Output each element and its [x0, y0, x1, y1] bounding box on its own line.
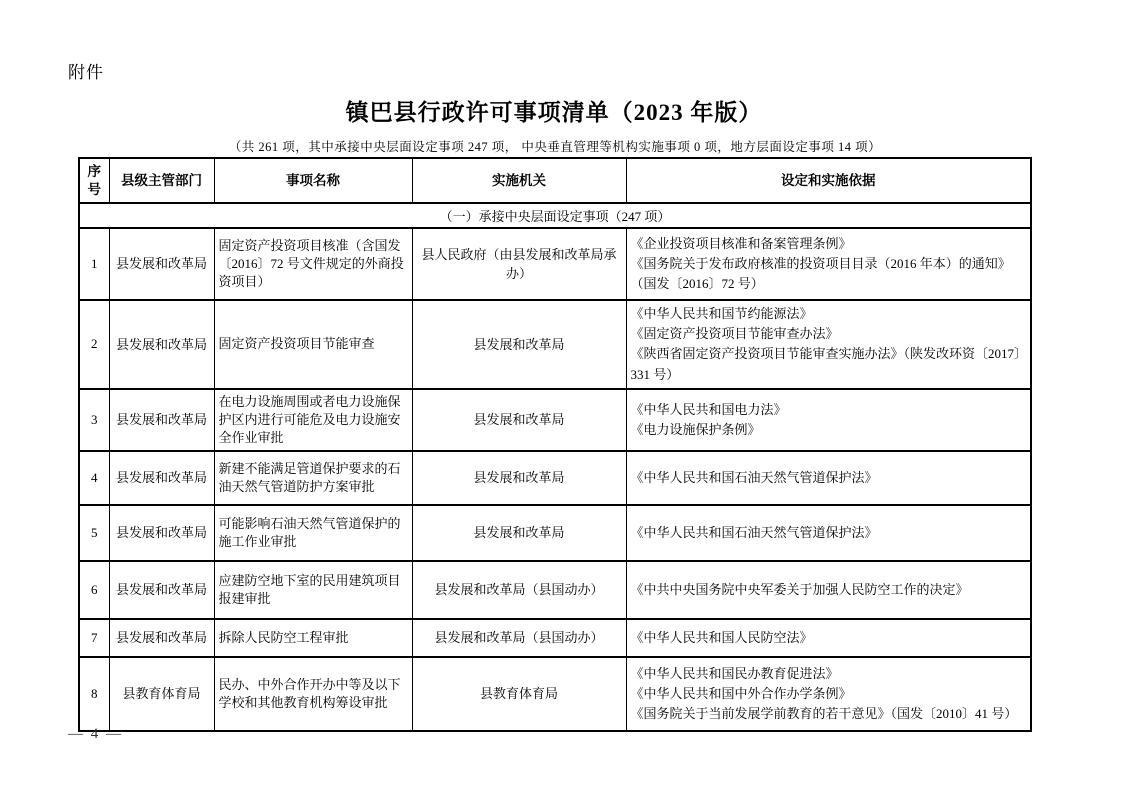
- row-seq-number: 2: [79, 300, 109, 389]
- page-subtitle: （共 261 项，其中承接中央层面设定事项 247 项， 中央垂直管理等机构实施事项 0 项，地方层面设定事项 14 项）: [228, 140, 882, 154]
- row-basis: [626, 389, 1031, 452]
- row-basis: [626, 505, 1031, 561]
- row-item-name: 固定资产投资项目核准（含国发〔2016〕72 号文件规定的外商投资项目）: [214, 228, 412, 300]
- law-reference: 《中华人民共和国节约能源法》: [630, 306, 813, 322]
- row-item-name: 在电力设施周围或者电力设施保护区内进行可能危及电力设施安全作业审批: [214, 389, 412, 452]
- header-agency: 实施机关: [412, 158, 626, 203]
- row-department: 县发展和改革局: [109, 451, 214, 505]
- law-reference: 《中华人民共和国人民防空法》: [630, 630, 813, 646]
- row-seq-number: 5: [79, 505, 109, 561]
- law-reference: 《电力设施保护条例》: [630, 421, 761, 437]
- row-agency: 县发展和改革局: [412, 451, 626, 505]
- law-reference: 《中华人民共和国电力法》: [630, 401, 787, 417]
- row-basis: [626, 657, 1031, 731]
- row-agency: 县人民政府（由县发展和改革局承办）: [412, 228, 626, 300]
- table-row: [79, 300, 1031, 389]
- row-item-name: 新建不能满足管道保护要求的石油天然气管道防护方案审批: [214, 451, 412, 505]
- row-agency: 县发展和改革局（县国动办）: [412, 619, 626, 657]
- row-department: 县发展和改革局: [109, 389, 214, 452]
- row-department: 县教育体育局: [109, 657, 214, 731]
- law-reference: 《企业投资项目核准和备案管理条例》: [630, 235, 852, 251]
- table-row: [79, 228, 1031, 300]
- page-title: 镇巴县行政许可事项清单（2023 年版）: [345, 100, 763, 125]
- header-item-name: 事项名称: [214, 158, 412, 203]
- row-seq-number: 1: [79, 228, 109, 300]
- table-row: [79, 561, 1031, 619]
- law-reference: 《固定资产投资项目节能审查办法》: [630, 326, 839, 342]
- header-basis: 设定和实施依据: [626, 158, 1031, 203]
- row-basis: [626, 228, 1031, 300]
- law-reference: 《中共中央国务院中央军委关于加强人民防空工作的决定》: [630, 582, 969, 598]
- row-department: 县发展和改革局: [109, 619, 214, 657]
- row-item-name: 应建防空地下室的民用建筑项目报建审批: [214, 561, 412, 619]
- row-seq-number: 7: [79, 619, 109, 657]
- row-department: 县发展和改革局: [109, 561, 214, 619]
- law-reference: 《中华人民共和国石油天然气管道保护法》: [630, 525, 878, 541]
- table-row: [79, 657, 1031, 731]
- table-row: [79, 451, 1031, 505]
- row-seq-number: 6: [79, 561, 109, 619]
- row-seq-number: 4: [79, 451, 109, 505]
- licensing-items-table: [78, 157, 1032, 732]
- table-row: [79, 389, 1031, 452]
- row-item-name: 民办、中外合作开办中等及以下学校和其他教育机构筹设审批: [214, 657, 412, 731]
- row-agency: 县发展和改革局: [412, 300, 626, 389]
- row-basis: [626, 561, 1031, 619]
- row-item-name: 可能影响石油天然气管道保护的施工作业审批: [214, 505, 412, 561]
- row-basis: [626, 300, 1031, 389]
- header-department: 县级主管部门: [109, 158, 214, 203]
- header-seq-number: 序号: [79, 158, 109, 203]
- row-department: 县发展和改革局: [109, 505, 214, 561]
- law-reference: 《中华人民共和国中外合作办学条例》: [630, 686, 852, 702]
- row-item-name: 拆除人民防空工程审批: [214, 619, 412, 657]
- row-department: 县发展和改革局: [109, 228, 214, 300]
- row-seq-number: 8: [79, 657, 109, 731]
- row-item-name: 固定资产投资项目节能审查: [214, 300, 412, 389]
- row-agency: 县发展和改革局（县国动办）: [412, 561, 626, 619]
- row-agency: 县发展和改革局: [412, 505, 626, 561]
- law-reference: 《国务院关于发布政府核准的投资项目目录（2016 年本）的通知》（国发〔2016〕72 号）: [630, 256, 1011, 292]
- row-department: 县发展和改革局: [109, 300, 214, 389]
- row-basis: [626, 451, 1031, 505]
- table-row: [79, 505, 1031, 561]
- attachment-label: 附件: [68, 63, 104, 82]
- law-reference: 《陕西省固定资产投资项目节能审查实施办法》（陕发改环资〔2017〕331 号）: [630, 346, 1021, 382]
- row-seq-number: 3: [79, 389, 109, 452]
- table-row: [79, 619, 1031, 657]
- law-reference: 《中华人民共和国民办教育促进法》: [630, 666, 839, 681]
- page-number: — 4 —: [68, 726, 123, 742]
- table-header-row: [79, 158, 1031, 203]
- row-agency: 县发展和改革局: [412, 389, 626, 452]
- law-reference: 《国务院关于当前发展学前教育的若干意见》（国发〔2010〕41 号）: [630, 706, 1018, 722]
- law-reference: 《中华人民共和国石油天然气管道保护法》: [630, 470, 878, 486]
- row-agency: 县教育体育局: [412, 657, 626, 731]
- row-basis: [626, 619, 1031, 657]
- section-title-row: [79, 203, 1031, 228]
- section-title: （一）承接中央层面设定事项（247 项）: [79, 203, 1031, 228]
